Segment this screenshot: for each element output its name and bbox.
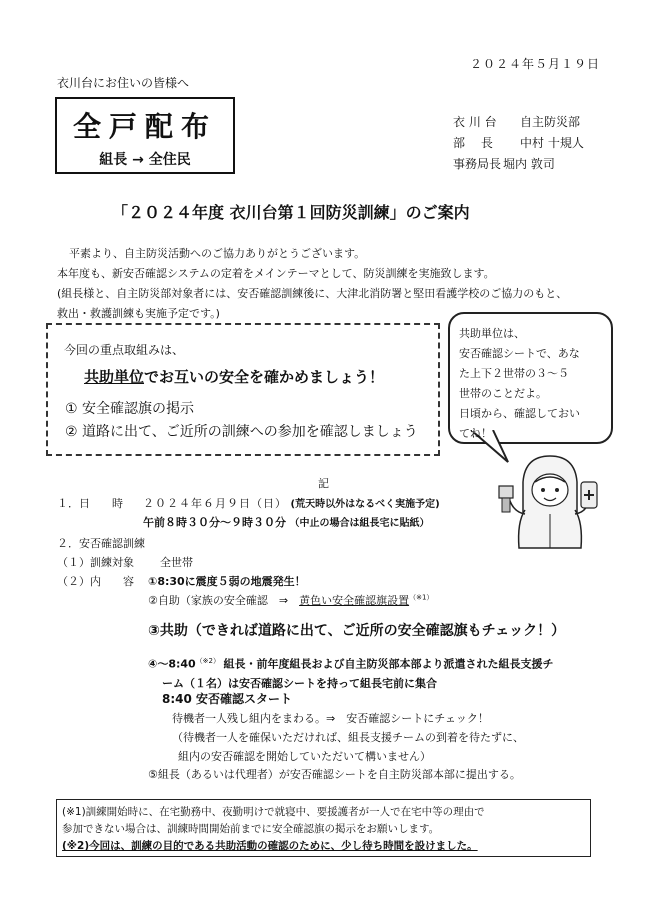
stamp-main-text: 全戸配布 (72, 110, 217, 143)
start-heading: 8:40 安否確認スタート (162, 692, 293, 706)
section1-label: １．日 時 (57, 497, 123, 510)
section1-time: 午前８時３０分～９時３０分 （中止の場合は組長宅に貼紙） (143, 516, 430, 529)
sender-line: 部 長 中村 十規人 (453, 136, 584, 150)
standby-note: （待機者一人を確保いただければ、組長支援チームの到着を待たずに、 組内の安否確認を開始していただいて構いません） (172, 731, 524, 763)
focus-item: ① 安全確認旗の掲示 (65, 401, 195, 417)
content-label: （２）内 容 (57, 575, 134, 588)
target-value: 全世帯 (160, 556, 193, 569)
bubble-text: 共助単位は、 安否確認シートで、あな た上下２世帯の３～５ 世帯のことだよ。 日頃から、確認しておい てね！ (459, 327, 580, 440)
document-date: ２０２４年５月１９日 (470, 57, 601, 71)
sender-line: 衣 川 台 自主防災部 (453, 115, 581, 129)
section2-label: ２．安否確認訓練 (57, 537, 145, 550)
intro-paragraph: 平素より、自主防災活動へのご協力ありがとうございます。 本年度も、新安否確認システムの定着をメインテーマとして、防災訓練を実施致します。 (組長様と、自主防災部対象者には、安否確認訓練後に、大津北消防署と堅田看護学校のご協力のもと、 救出・救護訓練も実施予定です。) (57, 247, 568, 320)
focus-headline-underlined: 共助単位 (84, 368, 145, 386)
stamp-sub-text: 組長 → 全住民 (99, 152, 191, 168)
step-2: ②自助（家族の安全確認 ⇒ 黄色い安全確認旗設置$^{(※1)}$ (148, 593, 434, 607)
step-4: $④\sim 8:40^{(※2)}$ 組長・前年度組長および自主防災部本部より派遣された組長支援チ ーム（１名）は安否確認シートを持って組長宅前に集合 (148, 657, 554, 690)
addressee: 衣川台にお住いの皆様へ (57, 76, 190, 90)
sender-line: 事務局長 堀内 敦司 (453, 157, 555, 171)
distribution-stamp (55, 97, 235, 174)
mascot-illustration (495, 452, 605, 552)
sender-block (453, 112, 584, 175)
step-5: ⑤組長（あるいは代理者）が安否確認シートを自主防災部本部に提出する。 (148, 768, 521, 781)
step-2-underlined: 黄色い安全確認旗設置 (299, 594, 410, 607)
notes-text: (※1)訓練開始時に、在宅勤務中、夜勤明けで就寝中、要援護者が一人で在宅中等の理由で 参加できない場合は、訓練時間開始前までに安全確認旗の掲示をお願いします。 (※2)今回は、訓練の目的である共助活動の確認のために、少し待ち時間を設けました。 (62, 806, 485, 852)
step-3: ③共助（できれば道路に出て、ご近所の安全確認旗もチェック！） (148, 623, 566, 639)
standby-instruction: 待機者一人残し組内をまわる。⇒ 安否確認シートにチェック！ (172, 712, 489, 725)
focus-headline: 共助単位でお互いの安全を確かめましょう！ (84, 368, 385, 386)
focus-item: ② 道路に出て、ご近所の訓練への参加を確認しましょう (65, 424, 418, 440)
section1-datetime: ２０２４年６月９日（日） (荒天時以外はなるべく実施予定) (143, 497, 440, 510)
ki-marker: 記 (318, 477, 329, 490)
target-label: （１）訓練対象 (57, 556, 134, 569)
focus-lead: 今回の重点取組みは、 (64, 343, 185, 357)
step-1: ①8:30に震度５弱の地震発生！ (148, 575, 306, 588)
document-title: 「２０２４年度 衣川台第１回防災訓練」のご案内 (112, 203, 470, 222)
